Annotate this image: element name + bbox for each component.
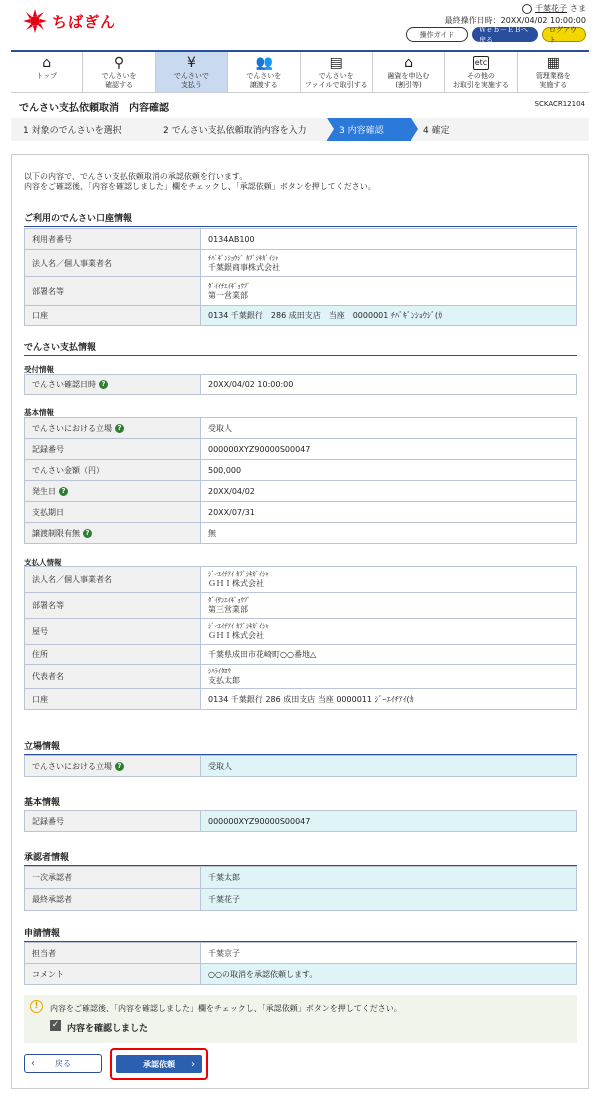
reception-subtitle: 受付情報 [24, 365, 54, 374]
row-key: 担当者 [25, 943, 201, 964]
user-icon [522, 4, 532, 14]
approve-highlight [110, 1048, 208, 1080]
approver-section-title: 承認者情報 [24, 850, 577, 866]
operation-guide-button[interactable] [406, 27, 468, 42]
row-value: 000000XYZ90000S00047 [201, 811, 577, 832]
row-key-text: でんさい確認日時 [32, 380, 96, 389]
row-value: 000000XYZ90000S00047 [201, 439, 577, 460]
table-row [25, 460, 577, 481]
step-indicator [11, 118, 589, 141]
table-row [25, 756, 577, 777]
row-key: 屋号 [25, 619, 201, 645]
intro-text [24, 172, 376, 192]
web-eb-return-button[interactable] [472, 27, 538, 42]
nav-admin[interactable] [518, 52, 589, 92]
row-key-text: 譲渡制限有無 [32, 528, 80, 538]
payment-section-title: でんさい支払情報 [24, 340, 577, 356]
nav-label-1: でんさいを [246, 72, 282, 80]
reception-table [24, 374, 577, 395]
help-icon[interactable]: ? [59, 487, 68, 496]
confirm-checkbox[interactable]: ✓ [51, 1020, 60, 1030]
row-key: でんさい金額（円） [25, 460, 201, 481]
header [0, 0, 600, 48]
file-icon: ▤ [329, 55, 343, 71]
row-key: 法人名／個人事業者名 [25, 250, 201, 277]
confirm-checkbox-label[interactable]: 内容を確認しました [67, 1024, 149, 1034]
row-value: ○○の取消を承認依頼します。 [201, 964, 577, 985]
step-separator [327, 118, 334, 140]
position-section-title: 立場情報 [24, 739, 577, 755]
user-line [522, 3, 586, 14]
table-row [25, 567, 577, 593]
nav-top[interactable] [11, 52, 83, 92]
home-icon: ⌂ [42, 55, 52, 71]
table-row [25, 439, 577, 460]
screen-id: SCKACR12104 [534, 100, 585, 108]
table-row [25, 277, 577, 306]
basic-table [24, 417, 577, 544]
row-text: 千葉銀商事株式会社 [208, 262, 280, 272]
nav-other[interactable] [445, 52, 517, 92]
row-value: 千葉太郎 [201, 867, 577, 889]
table-row [25, 889, 577, 911]
step-3-current [327, 118, 411, 141]
last-operation-time: 最終操作日時：20XX/04/02 10:00:00 [444, 16, 586, 25]
nav-label-2: ファイルで取引する [304, 81, 368, 89]
chibagin-logo[interactable] [22, 8, 116, 34]
row-key: 記録番号 [25, 811, 201, 832]
table-row [25, 481, 577, 502]
row-value: 千葉花子 [201, 889, 577, 911]
row-value: 500,000 [201, 460, 577, 481]
row-kana: ｼﾊﾗｲﾀﾛｳ [208, 667, 231, 675]
row-key: 最終承認者 [25, 889, 201, 911]
nav-label-1: その他の [466, 72, 495, 80]
step-4-label: 4 確定 [423, 126, 450, 136]
row-value [201, 250, 577, 277]
application-section-title: 申請情報 [24, 926, 577, 942]
row-key [25, 756, 201, 777]
step-2-label: 2 でんさい支払依頼取消内容を入力 [163, 126, 307, 136]
payer-table [24, 566, 577, 710]
table-row [25, 811, 577, 832]
row-key: 記録番号 [25, 439, 201, 460]
table-row [25, 665, 577, 689]
nav-label-2: (割引等) [395, 81, 422, 89]
row-value: 受取人 [201, 756, 577, 777]
table-row [25, 619, 577, 645]
row-text: 第三営業部 [208, 605, 248, 614]
row-key: コメント [25, 964, 201, 985]
step-3-label: 3 内容確認 [339, 126, 384, 136]
basic-subtitle: 基本情報 [24, 408, 54, 417]
admin-icon: ▦ [546, 55, 560, 71]
basic2-table [24, 810, 577, 832]
nav-label-1: でんさいを [101, 72, 137, 80]
operation-guide-label: 操作ガイド [419, 30, 455, 39]
row-key: 部署名等 [25, 593, 201, 619]
table-row [25, 689, 577, 710]
payer-subtitle: 支払人情報 [24, 558, 62, 567]
nav-label-1: でんさいを [318, 72, 354, 80]
row-key [25, 523, 201, 544]
payment-icon: ¥ [186, 55, 196, 71]
row-kana: ﾁﾊﾞｷﾞﾝｼｮｳｼﾞ ｶﾌﾞｼｷｶﾞｲｼｬ [208, 253, 279, 262]
confirm-box [24, 995, 577, 1043]
row-value [201, 593, 577, 619]
user-suffix: さま [570, 4, 586, 13]
logo-text: ちばぎん [52, 12, 117, 31]
step-separator [471, 118, 478, 140]
row-value: 無 [201, 523, 577, 544]
table-row [25, 418, 577, 439]
nav-top-label: トップ [36, 72, 58, 80]
row-key: 住所 [25, 645, 201, 665]
back-button[interactable] [24, 1054, 102, 1073]
table-row [25, 523, 577, 544]
row-key-text: でんさいにおける立場 [32, 761, 112, 771]
transfer-icon: 👥 [255, 55, 274, 71]
row-key: 利用者番号 [25, 229, 201, 250]
nav-label-2: 譲渡する [249, 81, 278, 89]
account-section-title: ご利用のでんさい口座情報 [24, 211, 577, 227]
back-label: 戻る [55, 1059, 71, 1068]
approver-table [24, 866, 577, 911]
row-key: 代表者名 [25, 665, 201, 689]
step-1 [11, 118, 151, 141]
row-key: 一次承認者 [25, 867, 201, 889]
user-name-link[interactable]: 千葉花子 [535, 4, 567, 13]
row-text: ＧＨＩ株式会社 [208, 631, 264, 640]
row-value [201, 567, 577, 593]
step-separator [151, 118, 158, 140]
table-row [25, 943, 577, 964]
row-key: 口座 [25, 306, 201, 326]
help-icon[interactable]: ? [115, 762, 124, 771]
step-1-label: 1 対象のでんさいを選択 [23, 126, 122, 136]
row-key: 支払期日 [25, 502, 201, 523]
row-value: 20XX/04/02 [201, 481, 577, 502]
row-key-text: でんさいにおける立場 [32, 423, 112, 433]
nav-loan[interactable] [373, 52, 445, 92]
help-icon[interactable]: ? [115, 424, 124, 433]
global-nav [11, 50, 589, 93]
position-table [24, 755, 577, 777]
table-row [25, 502, 577, 523]
nav-file-densai[interactable] [301, 52, 373, 92]
logout-button[interactable] [542, 27, 586, 42]
step-4 [411, 118, 471, 141]
nav-check-densai[interactable] [83, 52, 155, 92]
help-icon[interactable]: ? [83, 529, 92, 538]
row-value: 受取人 [201, 418, 577, 439]
row-text: 支払太郎 [208, 676, 240, 685]
confirm-text: 内容をご確認後、「内容を確認しました」欄をチェックし、「承認依頼」ボタンを押してください。 [50, 1004, 402, 1013]
row-key [25, 481, 201, 502]
table-row [25, 964, 577, 985]
table-row [25, 306, 577, 326]
row-key: 法人名／個人事業者名 [25, 567, 201, 593]
table-row [25, 645, 577, 665]
table-row [25, 250, 577, 277]
nav-pay-densai[interactable] [156, 52, 228, 92]
nav-label-2: お取引を実施する [452, 81, 509, 89]
chevron-left-icon: ‹ [31, 1058, 35, 1069]
row-value: 0134AB100 [201, 229, 577, 250]
row-kana: ﾀﾞｲｲﾁｴｲｷﾞｮｳﾌﾞ [208, 281, 251, 290]
account-table [24, 228, 577, 326]
page-title: でんさい支払依頼取消 内容確認 [19, 103, 169, 114]
table-row [25, 229, 577, 250]
intro-line-2: 内容をご確認後、「内容を確認しました」欄をチェックし、「承認依頼」ボタンを押してください。 [24, 182, 376, 191]
approve-label: 承認依頼 [143, 1059, 175, 1069]
row-key [25, 418, 201, 439]
logo-mark-icon [22, 8, 48, 34]
help-icon[interactable]: ? [99, 380, 108, 389]
row-text: ＧＨＩ株式会社 [208, 579, 264, 588]
row-value: 20XX/07/31 [201, 502, 577, 523]
row-value [201, 665, 577, 689]
nav-label-1: 融資を申込む [387, 72, 430, 80]
search-icon: ⚲ [113, 55, 125, 71]
row-key [25, 375, 201, 395]
main-content [11, 154, 589, 1089]
etc-icon: etc [473, 56, 489, 70]
nav-label-2: 確認する [105, 81, 134, 89]
row-key-text: 発生日 [32, 486, 56, 496]
intro-line-1: 以下の内容で、でんさい支払依頼取消の承認依頼を行います。 [24, 172, 248, 181]
row-kana: ﾀﾞｲｻﾝｴｲｷﾞｮｳﾌﾞ [208, 596, 251, 604]
nav-label-2: 支払う [180, 81, 202, 89]
row-value [201, 619, 577, 645]
basic2-section-title: 基本情報 [24, 795, 577, 811]
row-key: 口座 [25, 689, 201, 710]
row-kana: ｼﾞｰｴｲﾁｱｲ ｶﾌﾞｼｷｶﾞｲｼｬ [208, 622, 269, 630]
warning-icon: ! [30, 1000, 43, 1013]
web-eb-return-label: Ｗｅｂ－ＥＢへ戻る [479, 25, 528, 44]
row-key: 部署名等 [25, 277, 201, 306]
bank-icon: ⌂ [404, 55, 413, 71]
nav-transfer-densai[interactable] [228, 52, 300, 92]
row-value: 千葉県成田市花崎町○○番地△ [201, 645, 577, 665]
approve-request-button[interactable] [116, 1055, 202, 1073]
nav-label-1: 管理業務を [535, 72, 571, 80]
row-value: 0134 千葉銀行 286 成田支店 当座 0000011 ｼﾞｰｴｲﾁｱｲ(ｶ [201, 689, 577, 710]
nav-label-1: でんさいで [173, 72, 209, 80]
application-table [24, 942, 577, 985]
step-separator [411, 118, 418, 140]
logout-label: ログアウト [549, 25, 577, 44]
table-row [25, 867, 577, 889]
row-value: 20XX/04/02 10:00:00 [201, 375, 577, 395]
step-2 [151, 118, 327, 141]
nav-label-2: 実施する [539, 81, 568, 89]
chevron-right-icon: › [191, 1058, 195, 1070]
row-value: 千葉京子 [201, 943, 577, 964]
table-row [25, 375, 577, 395]
row-text: 第一営業部 [208, 290, 248, 300]
table-row [25, 593, 577, 619]
row-value [201, 277, 577, 306]
row-value: 0134 千葉銀行 286 成田支店 当座 0000001 ﾁﾊﾞｷﾞﾝｼｮｳｼﾞ(ｶ [201, 306, 577, 326]
row-kana: ｼﾞｰｴｲﾁｱｲ ｶﾌﾞｼｷｶﾞｲｼｬ [208, 570, 269, 578]
